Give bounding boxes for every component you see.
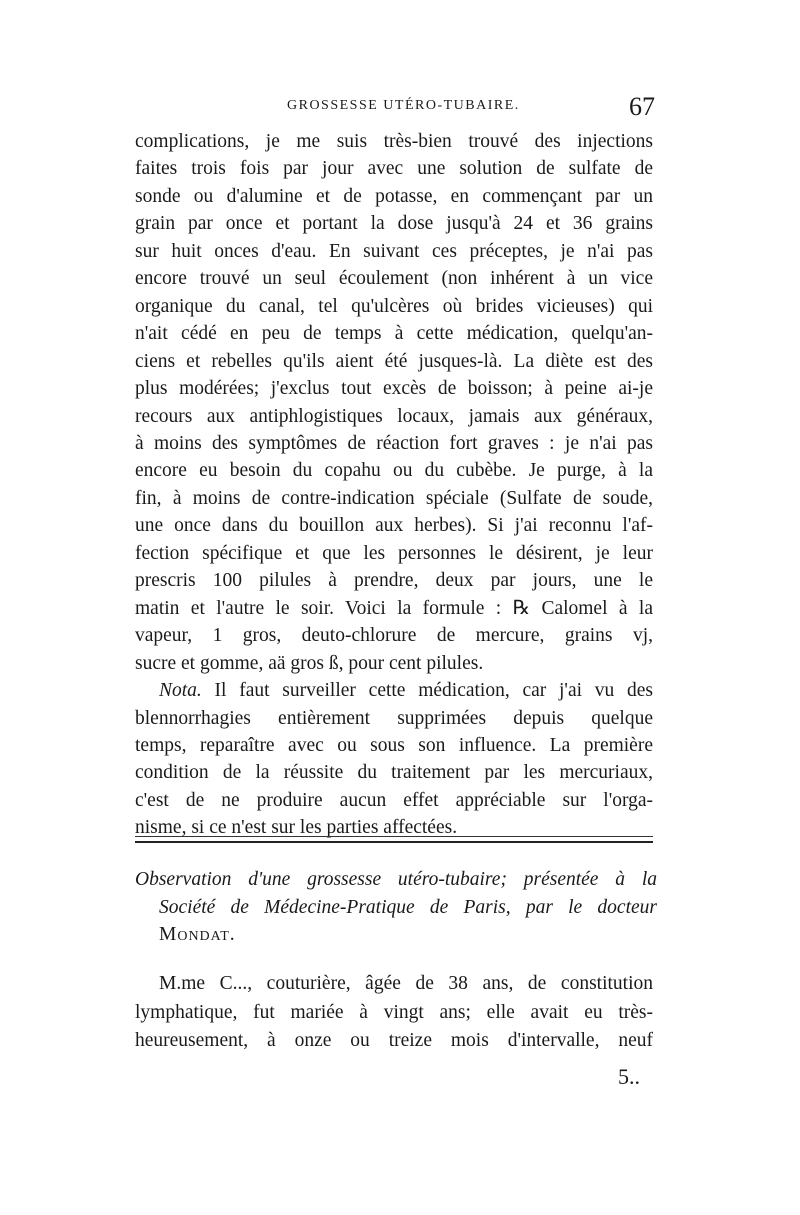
text-line: c'est de ne produire aucun effet appréciable sur l'orga- [135,789,653,811]
text-line: M.me C..., couturière, âgée de 38 ans, de constitution [159,973,653,994]
text-line: n'ait cédé en peu de temps à cette médication, quelqu'an- [135,323,653,345]
observation-heading [135,866,657,949]
text-line: recours aux antiphlogistiques locaux, jamais aux généraux, [135,405,653,427]
running-title: GROSSESSE UTÉRO-TUBAIRE. [287,98,520,113]
text-line: plus modérées; j'exclus tout excès de boisson; à peine ai-je [135,378,653,400]
text-line: encore trouvé un seul écoulement (non inhérent à un vice [135,268,653,290]
text-line: sonde ou d'alumine et de potasse, en commençant par un [135,185,653,207]
page-number: 67 [629,92,655,121]
text-line: sur huit onces d'eau. En suivant ces préceptes, je n'ai pas [135,240,653,262]
text-line: prescris 100 pilules à prendre, deux par jours, une le [135,570,653,592]
page-header [135,92,655,132]
section-divider-thin [135,836,653,837]
text-line: heureusement, à onze ou treize mois d'intervalle, neuf [135,1030,653,1051]
case-text [135,970,653,1056]
text-line: une once dans du bouillon aux herbes). Si j'ai reconnu l'af- [135,515,653,537]
text-line: fin, à moins de contre-indication spéciale (Sulfate de soude, [135,487,653,509]
text-line: condition de la réussite du traitement par les mercuriaux, [135,762,653,784]
nota-label: Nota. [159,680,202,702]
observation-title-line: Société de Médecine-Pratique de Paris, par le docteur [159,896,657,918]
text-line: blennorrhagies entièrement supprimées depuis quelque [135,707,653,729]
text-line: faites trois fois par jour avec une solution de sulfate de [135,158,653,180]
text-line: complications, je me suis très-bien trouvé des injections [135,131,653,152]
text-line: temps, reparaître avec ou sous son influence. La première [135,734,653,756]
text-line: matin et l'autre le soir. Voici la formule : ℞ Calomel à la [135,597,653,619]
text-line: fection spécifique et que les personnes le désirent, je leur [135,542,653,564]
observation-author: Mondat. [159,924,236,945]
text-line: organique du canal, tel qu'ulcères où brides vicieuses) qui [135,295,653,317]
text-line: vapeur, 1 gros, deuto-chlorure de mercure, grains vj, [135,625,653,647]
text-line: encore eu besoin du copahu ou du cubèbe. Je purge, à la [135,460,653,482]
observation-title-line: Observation d'une grossesse utéro-tubaire; présentée à la [135,869,657,890]
signature-mark: 5.. [618,1064,640,1089]
text-line: nisme, si ce n'est sur les parties affectées. [135,817,458,839]
body-text [135,128,653,842]
nota-text: Il faut surveiller cette médication, car j'ai vu des [201,680,653,702]
text-line: sucre et gomme, aä gros ß, pour cent pilules. [135,652,484,674]
text-line: lymphatique, fut mariée à vingt ans; elle avait eu très- [135,1001,653,1023]
section-divider-thick [135,841,653,843]
nota-line [135,677,653,704]
text-line: à moins des symptômes de réaction fort graves : je n'ai pas [135,432,653,454]
text-line: grain par once et portant la dose jusqu'à 24 et 36 grains [135,213,653,235]
text-line: ciens et rebelles qu'ils aient été jusques-là. La diète est des [135,350,653,372]
